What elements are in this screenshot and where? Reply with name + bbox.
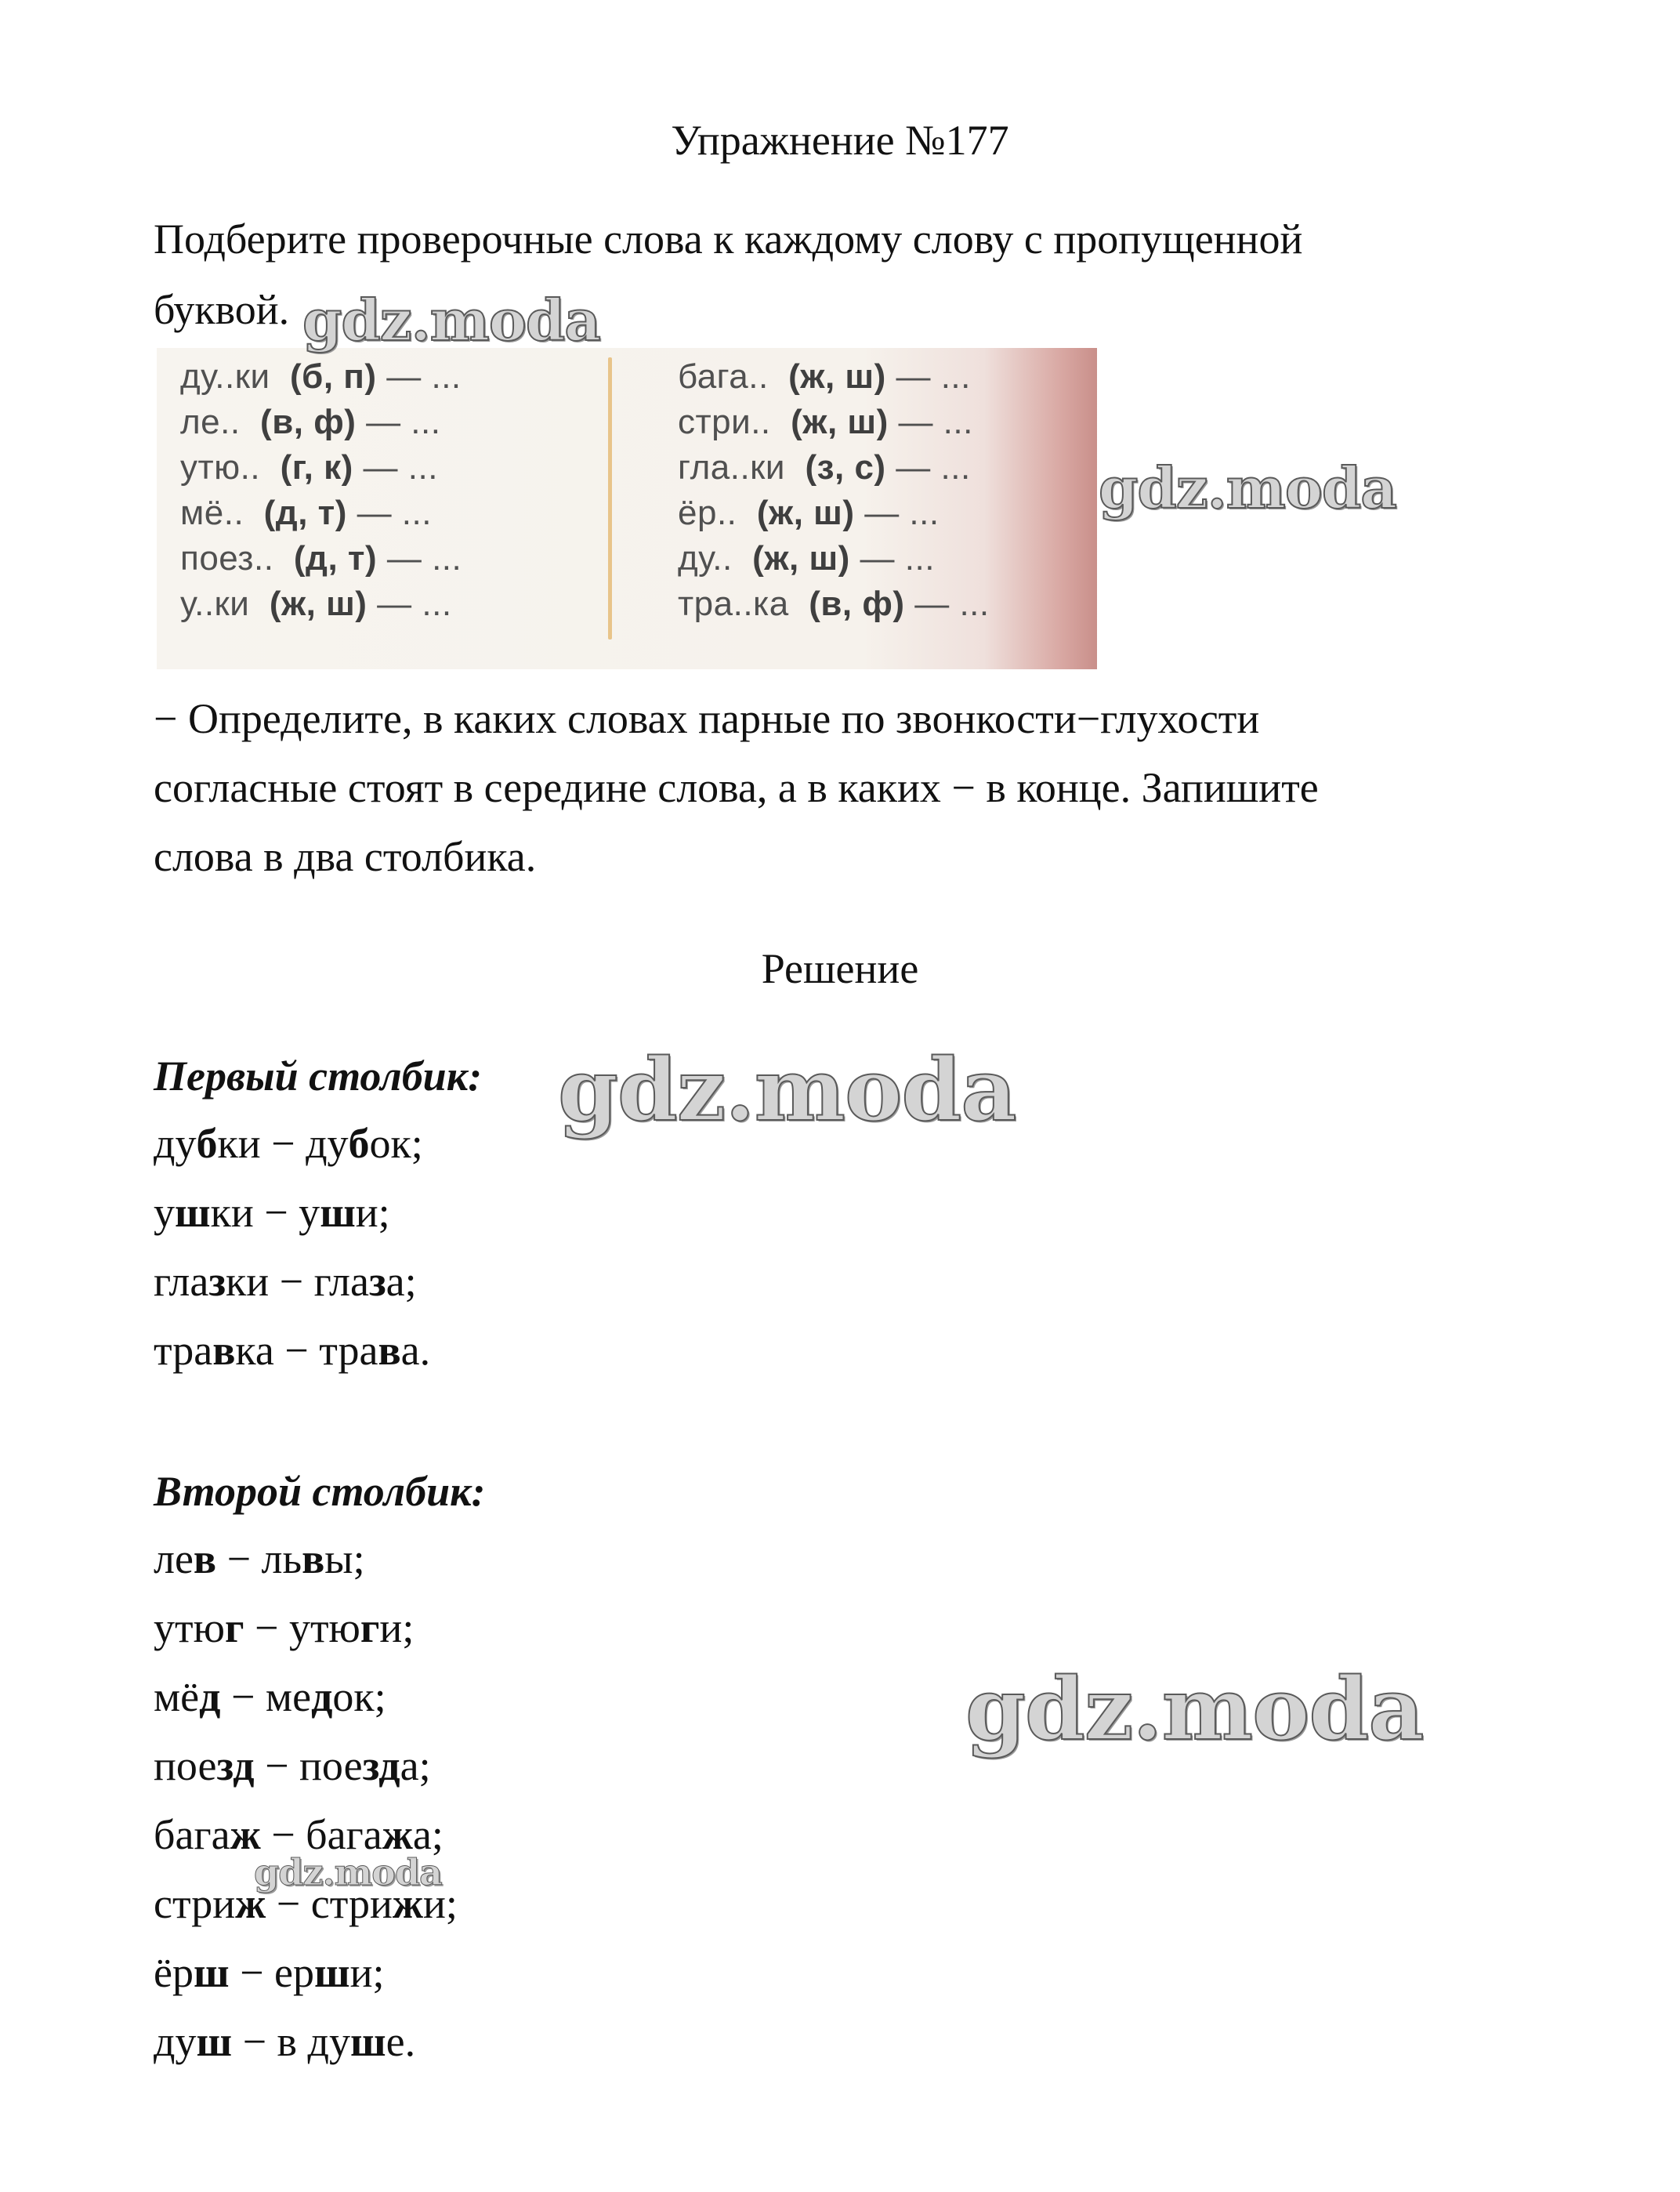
exercise-word: ёр.. xyxy=(678,494,737,532)
answer-text: у xyxy=(154,1189,175,1236)
answer-text: а. xyxy=(400,1327,431,1374)
exercise-word: гла..ки xyxy=(678,448,786,487)
watermark: gdz.moda xyxy=(1099,455,1396,521)
highlighted-consonant: ш xyxy=(313,1949,350,1996)
answer-blank: — ... xyxy=(376,357,462,396)
letter-options: (д, т) xyxy=(293,539,378,578)
exercise-item xyxy=(678,539,935,578)
task-line-1: Подберите проверочные слова к каждому слову с пропущенной xyxy=(154,216,1303,263)
answer-text: − бага xyxy=(260,1811,382,1858)
question-line-2: согласные стоят в середине слова, а в каких − в конце. Запишите xyxy=(154,764,1319,811)
question-line-3: слова в два столбика. xyxy=(154,833,537,880)
answer-blank: — ... xyxy=(367,585,452,623)
highlighted-consonant: ш xyxy=(350,2018,386,2065)
highlighted-consonant: ж xyxy=(235,1880,266,1927)
second-column-title: Второй столбик: xyxy=(154,1468,486,1515)
exercise-item xyxy=(180,539,462,578)
highlighted-consonant: ж xyxy=(392,1880,424,1927)
exercise-word: поез.. xyxy=(180,539,274,578)
answer-text: ду xyxy=(154,1120,197,1167)
letter-options: (ж, ш) xyxy=(756,494,855,532)
highlighted-consonant: ш xyxy=(320,1189,356,1236)
task-line-2: буквой. xyxy=(154,286,290,333)
answer-line xyxy=(154,1673,386,1720)
exercise-word: ду.. xyxy=(678,539,733,578)
answer-text: пое xyxy=(154,1742,217,1789)
answer-text: − стри xyxy=(266,1880,393,1927)
textbook-excerpt-image xyxy=(157,348,1097,669)
answer-line xyxy=(154,1951,384,1994)
answer-text: − ль xyxy=(216,1535,302,1582)
answer-text: − ме xyxy=(220,1673,312,1720)
exercise-item xyxy=(180,448,438,487)
watermark: gdz.moda xyxy=(254,1851,442,1893)
highlighted-consonant: ж xyxy=(230,1811,261,1858)
answer-text: и; xyxy=(379,1604,415,1651)
watermark: gdz.moda xyxy=(965,1658,1424,1759)
exercise-word: бага.. xyxy=(678,357,769,396)
answer-line xyxy=(154,1191,390,1234)
letter-options: (ж, ш) xyxy=(788,357,886,396)
highlighted-consonant: ш xyxy=(193,1949,230,1996)
highlighted-consonant: в xyxy=(212,1327,236,1374)
exercise-item xyxy=(180,357,462,397)
answer-text: гла xyxy=(154,1258,209,1305)
answer-line xyxy=(154,1604,415,1651)
answer-blank: — ... xyxy=(888,403,973,441)
highlighted-consonant: з xyxy=(368,1258,386,1305)
letter-options: (г, к) xyxy=(280,448,353,487)
watermark: gdz.moda xyxy=(558,1039,1016,1140)
exercise-word: тра..ка xyxy=(678,585,789,623)
answer-text: ка − тра xyxy=(235,1327,378,1374)
exercise-item xyxy=(678,357,971,397)
letter-options: (д, т) xyxy=(263,494,347,532)
answer-text: ду xyxy=(154,2018,197,2065)
answer-blank: — ... xyxy=(353,448,438,487)
answer-line xyxy=(154,1742,431,1789)
answer-text: мё xyxy=(154,1673,200,1720)
highlighted-consonant: ш xyxy=(175,1189,211,1236)
letter-options: (б, п) xyxy=(290,357,377,396)
exercise-item xyxy=(678,403,973,442)
exercise-word: стри.. xyxy=(678,403,771,441)
answer-text: и; xyxy=(423,1880,458,1927)
answer-text: ок; xyxy=(369,1120,423,1167)
answer-blank: — ... xyxy=(885,448,971,487)
answer-text: е. xyxy=(386,2018,416,2065)
answer-text: бага xyxy=(154,1811,230,1858)
exercise-item xyxy=(678,494,940,533)
exercise-item xyxy=(678,448,971,487)
letter-options: (в, ф) xyxy=(260,403,357,441)
answer-text: ы; xyxy=(324,1535,365,1582)
highlighted-consonant: ш xyxy=(196,2018,233,2065)
answer-text: − утю xyxy=(244,1604,360,1651)
answer-text: ки − гла xyxy=(226,1258,369,1305)
exercise-word: ле.. xyxy=(180,403,241,441)
answer-text: − ер xyxy=(229,1949,314,1996)
answer-blank: — ... xyxy=(377,539,462,578)
highlighted-consonant: ж xyxy=(382,1811,413,1858)
answer-line xyxy=(154,1813,444,1856)
answer-text: тра xyxy=(154,1327,213,1374)
question-line-1: − Определите, в каких словах парные по звонкости−глухости xyxy=(154,695,1260,742)
solution-heading: Решение xyxy=(761,945,919,992)
highlighted-consonant: в xyxy=(378,1327,401,1374)
page-title: Упражнение №177 xyxy=(671,117,1009,164)
highlighted-consonant: зд xyxy=(216,1742,255,1789)
answer-text: ки − у xyxy=(210,1189,320,1236)
exercise-item xyxy=(180,403,440,442)
first-column-title: Первый столбик: xyxy=(154,1053,483,1100)
highlighted-consonant: в xyxy=(302,1535,325,1582)
answer-line xyxy=(154,1122,423,1165)
answer-line xyxy=(154,1260,417,1303)
exercise-word: у..ки xyxy=(180,585,250,623)
answer-blank: — ... xyxy=(849,539,935,578)
answer-text: а; xyxy=(412,1811,444,1858)
exercise-word: мё.. xyxy=(180,494,244,532)
answer-blank: — ... xyxy=(854,494,940,532)
letter-options: (ж, ш) xyxy=(752,539,850,578)
highlighted-consonant: з xyxy=(208,1258,226,1305)
answer-blank: — ... xyxy=(904,585,990,623)
highlighted-consonant: б xyxy=(348,1120,370,1167)
exercise-item xyxy=(678,585,990,624)
letter-options: (в, ф) xyxy=(809,585,905,623)
highlighted-consonant: д xyxy=(311,1673,333,1720)
highlighted-consonant: в xyxy=(193,1535,217,1582)
answer-text: утю xyxy=(154,1604,225,1651)
column-divider xyxy=(608,357,612,639)
answer-text: − пое xyxy=(254,1742,363,1789)
highlighted-consonant: д xyxy=(199,1673,221,1720)
answer-blank: — ... xyxy=(356,403,441,441)
letter-options: (ж, ш) xyxy=(791,403,889,441)
exercise-word: утю.. xyxy=(180,448,261,487)
answer-text: ёр xyxy=(154,1949,194,1996)
answer-blank: — ... xyxy=(346,494,432,532)
answer-text: стри xyxy=(154,1880,236,1927)
answer-blank: — ... xyxy=(885,357,971,396)
watermark: gdz.moda xyxy=(302,287,600,353)
letter-options: (ж, ш) xyxy=(269,585,368,623)
answer-text: ле xyxy=(154,1535,194,1582)
highlighted-consonant: б xyxy=(196,1120,218,1167)
answer-line xyxy=(154,1535,365,1582)
highlighted-consonant: г xyxy=(224,1604,244,1651)
exercise-item xyxy=(180,494,432,533)
exercise-word: ду..ки xyxy=(180,357,270,396)
exercise-item xyxy=(180,585,452,624)
answer-text: и; xyxy=(355,1189,390,1236)
highlighted-consonant: зд xyxy=(362,1742,400,1789)
letter-options: (з, с) xyxy=(805,448,886,487)
answer-text: а; xyxy=(400,1742,431,1789)
answer-line xyxy=(154,1327,431,1374)
answer-text: − в ду xyxy=(232,2018,351,2065)
answer-line xyxy=(154,2020,415,2063)
answer-text: а; xyxy=(386,1258,417,1305)
answer-text: ки − ду xyxy=(217,1120,349,1167)
highlighted-consonant: г xyxy=(360,1604,380,1651)
answer-text: ок; xyxy=(332,1673,386,1720)
answer-text: и; xyxy=(349,1949,385,1996)
